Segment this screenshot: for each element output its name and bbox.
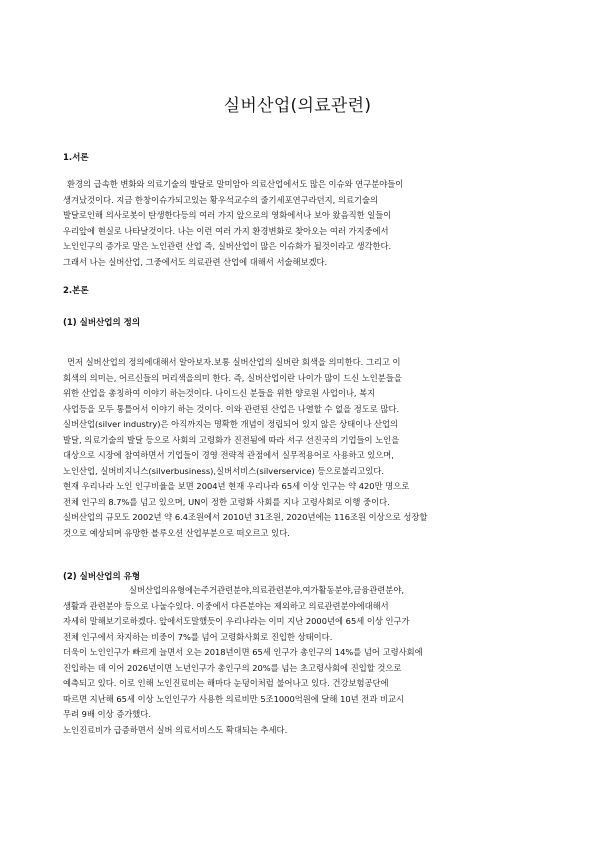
intro-heading: 1.서론 [63,153,89,163]
section2-line: 자세히 말해보기로하겠다. 앞에서도말했듯이 우리나라는 이미 지난 2000년에 65세 이상 인구가 [63,616,410,626]
section2-line: 더욱이 노인인구가 빠르게 늘면서 오는 2018년이면 65세 인구가 총인구의 14%를 넘어 고령사회에 [63,647,423,657]
section2-paragraph [63,583,533,738]
section2-line: 노인진료비가 급증하면서 실버 의료서비스도 확대되는 추세다. [63,724,288,735]
section1-line: 사업등을 모두 통틀어서 이야기 하는 것이다. 이와 관련된 산업은 나열할 수 없을 정도로 많다. [63,403,400,414]
section1-line: 노인산업, 실버비지니스(silverbusiness),실버서비스(silverservice) 등으로불리고있다. [63,465,385,476]
intro-line: 환경의 급속한 변화와 의료기술의 발달로 말미암아 의료산업에서도 많은 이슈와 연구분야들이 [67,179,404,189]
intro-paragraph [63,177,533,270]
section2-line: 무려 9배 이상 증가했다. [63,709,151,719]
section1-line: 것으로 예상되며 유망한 블루오션 산업부분으로 떠오르고 있다. [63,527,290,538]
section2-line: 예측되고 있다. 이로 인해 노인진료비는 해마다 눈덩이처럼 불어나고 있다. 건강보험공단에 [63,678,389,688]
section1-line: 회색의 의미는, 어르신들의 머리색을의미 한다. 즉, 실버산업이란 나이가 많이 드신 노인분들을 [63,372,402,383]
section1-paragraph [63,355,533,541]
section1-line: 대상으로 시장에 참여하면서 기업들이 경영 전략적 관점에서 실무적용어로 사용하고 있으며, [63,450,394,460]
section2-line: 생활과 관련분야 등으로 나눌수있다. 이중에서 다른분야는 제외하고 의료관련분야에대해서 [63,600,389,611]
section1-line: 발달, 의료기술의 발달 등으로 사회의 고령화가 진전됨에 따라 서구 선진국의 기업들이 노인을 [63,434,400,445]
intro-line: 노인인구의 증가로 말은 노인관련 산업 즉, 실버산업이 많은 이슈화가 될것이라고 생각한다. [63,241,392,251]
section2-line: 진입하는 데 이어 2026년이면 노년인구가 총인구의 20%를 넘는 초고령사회에 진입할 것으로 [63,662,402,673]
document-title: 실버산업(의료관련) [223,96,372,116]
intro-line: 우리앞에 현실로 나타날것이다. 나는 이런 여러 가지 환경변화로 찾아오는 여러 가지중에서 [63,225,389,236]
section1-line: 현재 우리나라 노인 인구비율을 보면 2004년 현재 우리나라 65세 이상 인구는 약 420만 명으로 [63,481,410,491]
section1-heading: (1) 실버산업의 정의 [63,318,141,328]
intro-line: 그래서 나는 실버산업, 그중에서도 의료관련 산업에 대해서 서술해보겠다. [63,256,328,267]
section2-line: 실버산업의유형에는주거관련분야,의료관련분야,여가활동분야,금융관련분야, [63,585,404,595]
section1-line: 실버산업의 규모도 2002년 약 6.4조원에서 2010년 31조원, 2020년에는 116조원 이상으로 성장할 [63,512,428,522]
intro-line: 생겨났것이다. 지금 한창이슈가되고있는 황우석교수의 줄기세포연구라던지, 의료기술의 [63,194,379,205]
section2-line: 전체 인구에서 차지하는 비중이 7%를 넘어 고령화사회로 진입한 상태이다. [63,631,333,642]
body-heading: 2.본론 [63,286,89,296]
section1-line: 실버산업(silver industry)은 아직까지는 명확한 개념이 정립되어 있지 않은 상태이나 산업의 [63,419,399,429]
section2-line: 따르면 지난해 65세 이상 노인인구가 사용한 의료비만 5조1000억원에 달해 10년 전과 비교시 [63,693,405,704]
section1-line: 위한 산업을 총칭하여 이야기 하는것이다. 나이드신 분들을 위한 양로원 사업이나, 복지 [63,388,376,398]
section1-line: 전체 인구의 8.7%를 넘고 있으며, UN이 정한 고령화 사회를 지나 고령사회로 이행 중이다. [63,496,390,507]
section2-heading: (2) 실버산업의 유형 [63,572,141,582]
section1-line: 먼저 실버산업의 정의에대해서 알아보자.보통 실버산업의 실버란 회색을 의미한다. 그리고 이 [67,357,401,367]
intro-line: 발달로인해 의사로봇이 탄생한다등의 여러 가지 앞으로의 영화에서나 보아 왔음직한 일들이 [63,210,392,220]
